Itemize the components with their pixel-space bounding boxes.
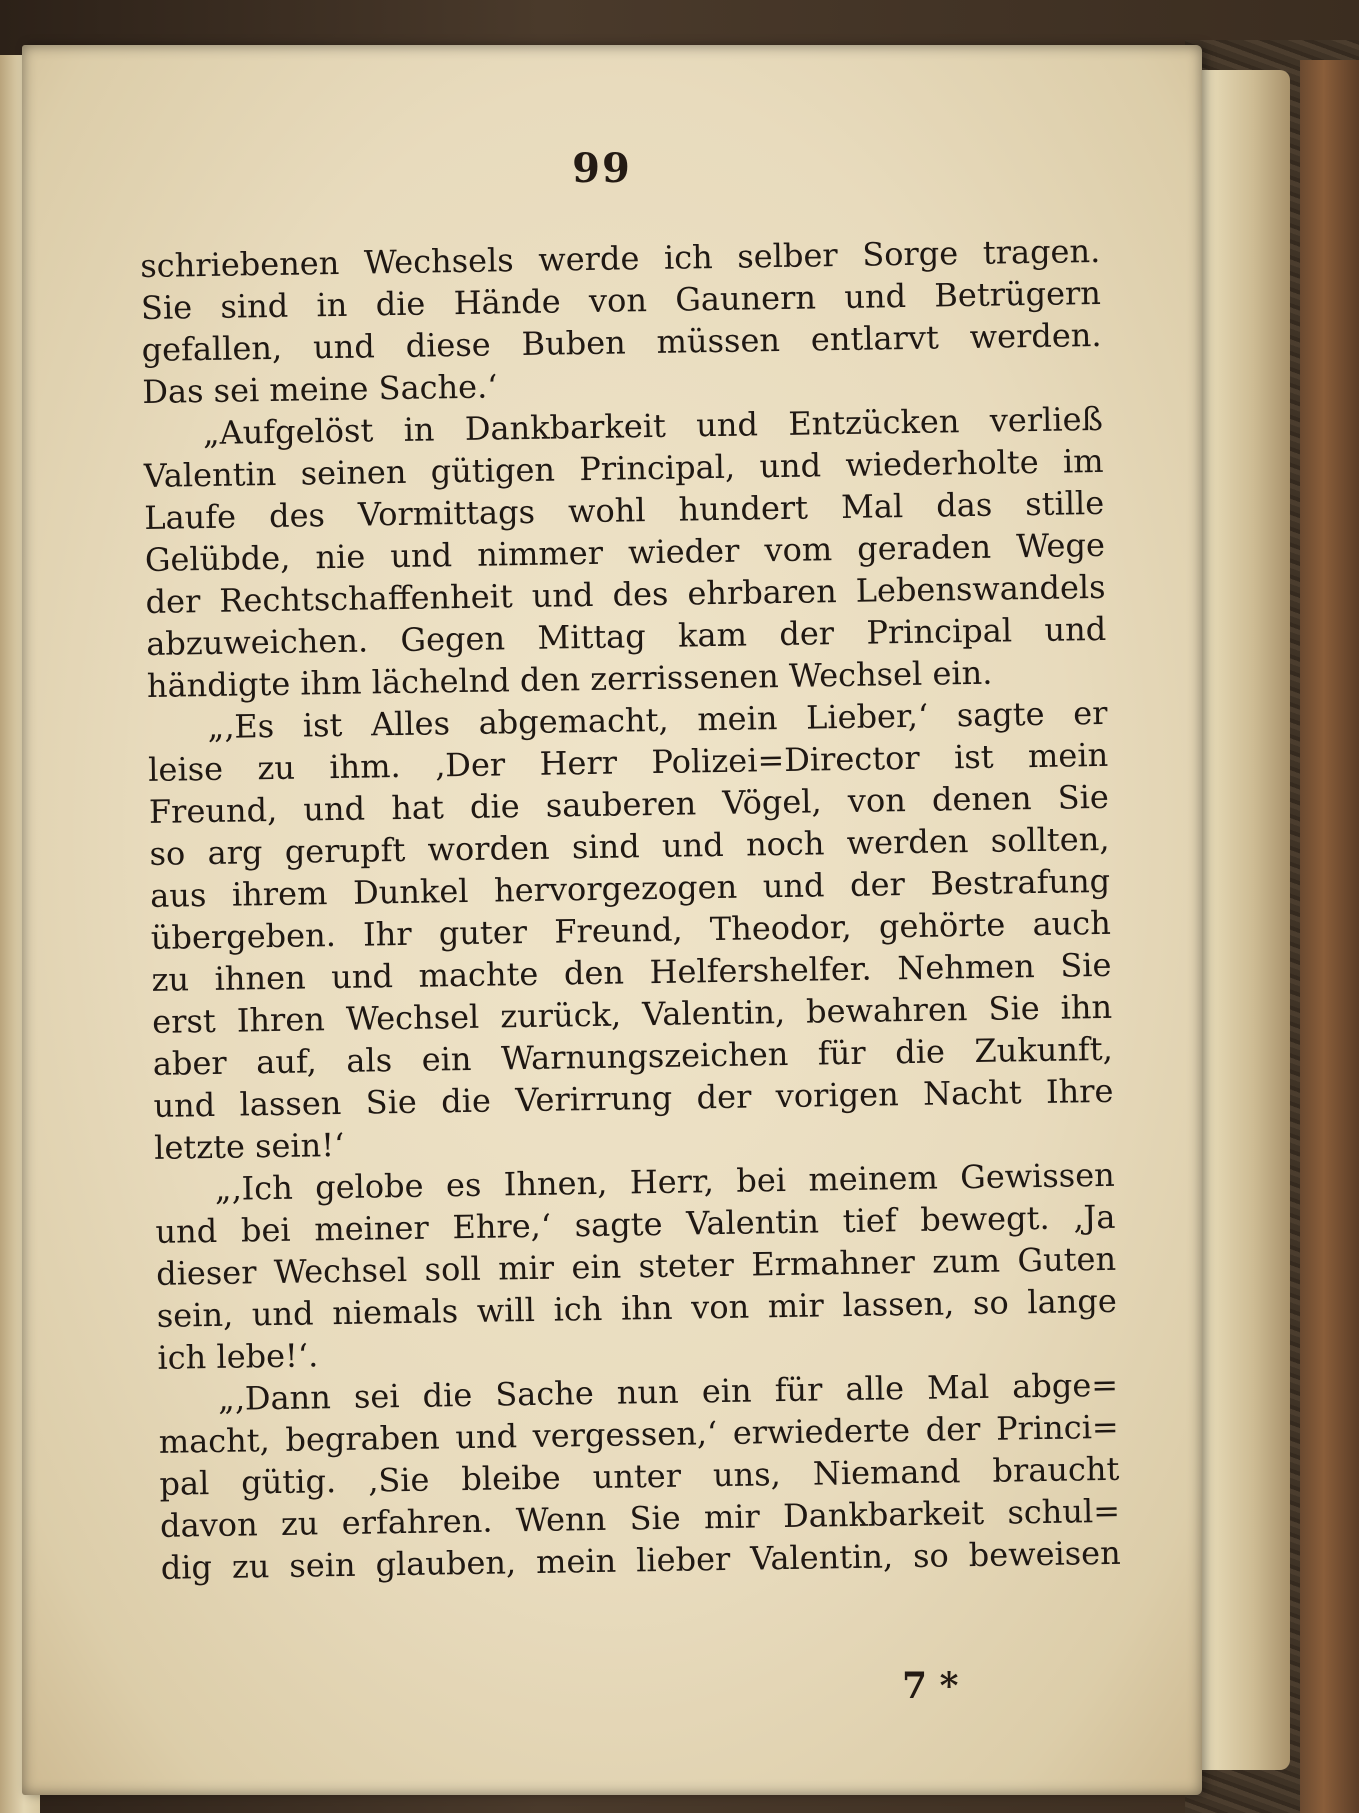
text-line: macht, begraben und vergessen,‘ erwiederte der Princi= xyxy=(158,1407,1119,1461)
text-line: „‚Es ist Alles abgemacht, mein Lieber,‘ sagte er xyxy=(207,693,1108,746)
text-line: abzuweichen. Gegen Mittag kam der Principal und xyxy=(145,609,1107,663)
text-line: pal gütig. ‚Sie bleibe unter uns, Niemand braucht xyxy=(159,1449,1120,1503)
text-line: übergeben. Ihr guter Freund, Theodor, gehörte auch xyxy=(150,903,1112,957)
text-line: Freund, und hat die sauberen Vögel, von denen Sie xyxy=(148,777,1110,831)
text-line: dieser Wechsel soll mir ein steter Ermahner zum Guten xyxy=(155,1239,1117,1293)
text-line: Sie sind in die Hände von Gaunern und Betrügern xyxy=(140,273,1102,327)
text-line: davon zu erfahren. Wenn Sie mir Dankbarkeit schul= xyxy=(159,1491,1121,1545)
text-line: der Rechtschaffenheit und des ehrbaren Lebenswandels xyxy=(145,567,1106,621)
text-line: leise zu ihm. ‚Der Herr Polizei=Director ist mein xyxy=(147,735,1109,789)
text-line: und lassen Sie die Verirrung der vorigen Nacht Ihre xyxy=(153,1071,1114,1125)
text-line: dig zu sein glauben, mein lieber Valentin, so beweisen xyxy=(160,1533,1121,1587)
text-line: ich lebe!‘. xyxy=(157,1336,319,1377)
cover-edge xyxy=(1300,60,1359,1813)
text-line: „Aufgelöst in Dankbarkeit und Entzücken verließ xyxy=(202,399,1104,453)
text-line: so arg gerupft worden sind und noch werden sollten, xyxy=(149,819,1110,873)
text-line: „‚Dann sei die Sache nun ein für alle Mal abge= xyxy=(217,1365,1119,1418)
text-line: gefallen, und diese Buben müssen entlarvt werden. xyxy=(141,315,1102,369)
text-line: „‚Ich gelobe es Ihnen, Herr, bei meinem Gewissen xyxy=(214,1155,1116,1208)
text-line: Gelübde, nie und nimmer wieder vom geraden Wege xyxy=(144,525,1106,579)
page-number: 99 xyxy=(572,145,632,192)
text-line: erst Ihren Wechsel zurück, Valentin, bewahren Sie ihn xyxy=(151,987,1113,1041)
text-line: sein, und niemals will ich ihn von mir lassen, so lange xyxy=(156,1281,1118,1335)
text-line: aber auf, als ein Warnungszeichen für die Zukunft, xyxy=(152,1029,1114,1083)
text-line: händigte ihm lächelnd den zerrissenen Wechsel ein. xyxy=(146,653,993,705)
body-text xyxy=(140,230,1121,1589)
text-line: letzte sein!‘ xyxy=(153,1125,345,1167)
text-line: zu ihnen und machte den Helfershelfer. Nehmen Sie xyxy=(151,945,1112,999)
text-line: Laufe des Vormittags wohl hundert Mal das stille xyxy=(143,483,1105,537)
book-page xyxy=(22,45,1202,1795)
text-line: aus ihrem Dunkel hervorgezogen und der Bestrafung xyxy=(149,861,1111,915)
printer-signature-mark: 7 * xyxy=(902,1665,959,1707)
text-line: und bei meiner Ehre,‘ sagte Valentin tief bewegt. ‚Ja xyxy=(155,1197,1116,1251)
text-line: Das sei meine Sache.‘ xyxy=(142,367,498,411)
text-line: schriebenen Wechsels werde ich selber Sorge tragen. xyxy=(140,231,1101,285)
text-line: Valentin seinen gütigen Principal, und wiederholte im xyxy=(143,441,1104,495)
